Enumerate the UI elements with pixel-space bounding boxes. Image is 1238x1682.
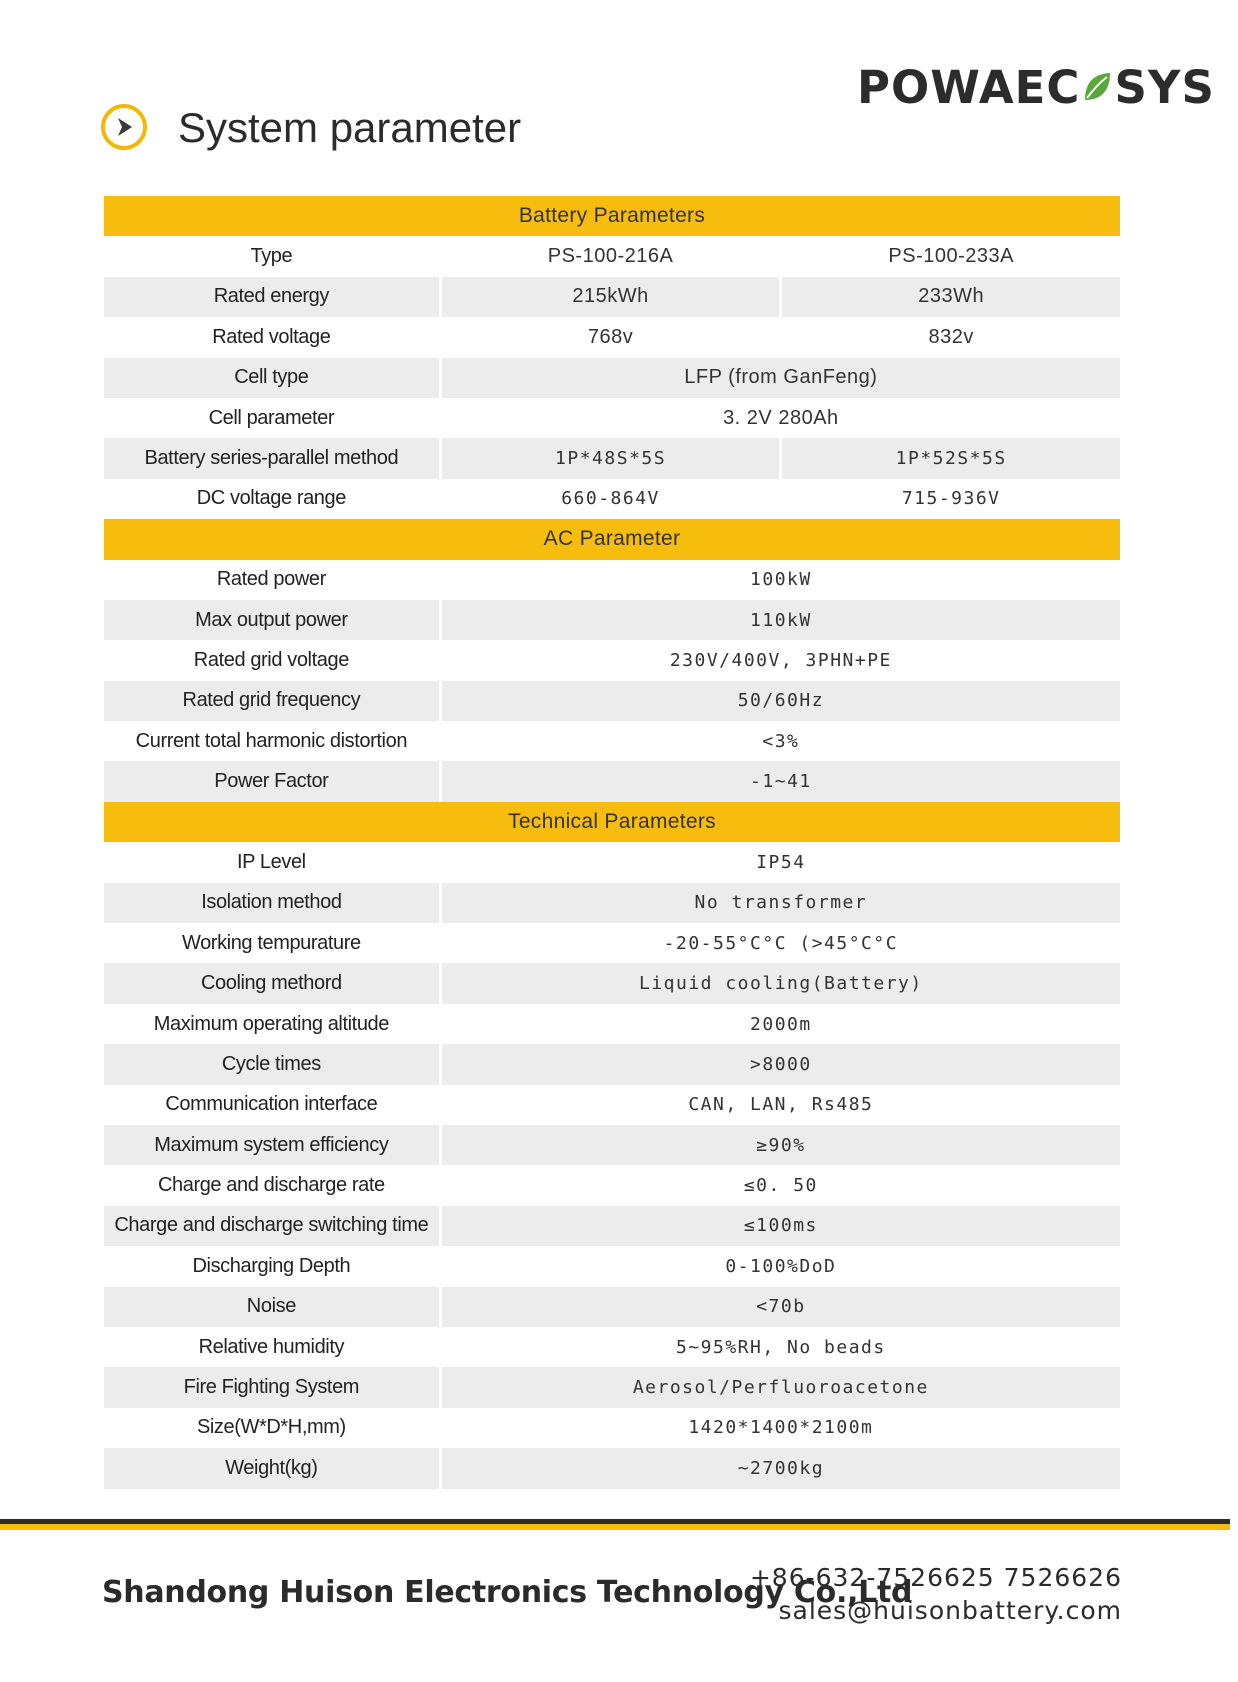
parameter-label: Cycle times: [104, 1044, 440, 1084]
parameter-label: DC voltage range: [196, 487, 346, 510]
parameter-label: Rated grid voltage: [193, 648, 349, 671]
parameter-label: Communication interface: [165, 1093, 378, 1116]
parameter-value: PS-100-233A: [781, 236, 1120, 276]
parameter-value: 660-864V: [440, 479, 781, 519]
table-row: [104, 1206, 1120, 1246]
parameter-value: 768v: [440, 317, 781, 357]
parameter-label: Discharging Depth: [192, 1254, 351, 1277]
parameter-label: Max output power: [104, 600, 440, 640]
parameter-label: Rated voltage: [212, 325, 331, 348]
table-row: [104, 923, 1120, 963]
parameter-label: Cell type: [104, 358, 440, 398]
parameter-value: ~2700kg: [440, 1448, 1120, 1488]
parameter-value: ≥90%: [440, 1125, 1120, 1165]
parameter-value: 100kW: [440, 560, 1120, 600]
table-row: [104, 1004, 1120, 1044]
table-row: [104, 479, 1120, 519]
table-row: [104, 1125, 1120, 1165]
parameter-value: Liquid cooling(Battery): [440, 963, 1120, 1003]
parameter-value: 5~95%RH, No beads: [440, 1327, 1120, 1367]
parameter-value: 715-936V: [781, 479, 1120, 519]
parameter-label: Cooling methord: [104, 963, 440, 1003]
parameter-value: ≤100ms: [440, 1206, 1120, 1246]
parameter-value: 0-100%DoD: [440, 1246, 1120, 1286]
table-row: [104, 317, 1120, 357]
table-row: [104, 1165, 1120, 1205]
table-row: [104, 842, 1120, 882]
parameter-label: Fire Fighting System: [104, 1367, 440, 1407]
parameter-value: 1420*1400*2100m: [440, 1408, 1120, 1448]
table-row: [104, 358, 1120, 398]
logo-text-left: POWAEC: [857, 60, 1081, 114]
parameter-value: ≤0. 50: [440, 1165, 1120, 1205]
table-row: [104, 236, 1120, 276]
table-row: [104, 640, 1120, 680]
parameter-value: CAN, LAN, Rs485: [440, 1085, 1120, 1125]
parameter-value: 110kW: [440, 600, 1120, 640]
parameter-label: Rated energy: [104, 277, 440, 317]
parameter-value: -20-55°C°C (>45°C°C: [440, 923, 1120, 963]
table-row: [104, 1287, 1120, 1327]
contact-phone: +86-632-7526625 7526626: [749, 1563, 1122, 1592]
logo-text-right: SYS: [1114, 60, 1215, 114]
table-row: [104, 560, 1120, 600]
parameter-label: Battery series-parallel method: [104, 438, 440, 478]
table-row: [104, 963, 1120, 1003]
section-header: [104, 196, 1120, 236]
table-row: [104, 1327, 1120, 1367]
table-row: [104, 883, 1120, 923]
parameter-label: Type: [250, 245, 293, 268]
company-name: Shandong Huison Electronics Technology Co.,Ltd: [102, 1575, 913, 1610]
parameter-value: IP54: [440, 842, 1120, 882]
section-header: [104, 519, 1120, 559]
page-title: System parameter: [178, 104, 522, 151]
parameter-label: Maximum system efficiency: [104, 1125, 440, 1165]
footer-divider-accent: [0, 1524, 1230, 1530]
table-row: [104, 1448, 1120, 1488]
parameter-value: 230V/400V, 3PHN+PE: [440, 640, 1120, 680]
table-row: [104, 721, 1120, 761]
parameter-label: Relative humidity: [198, 1335, 345, 1358]
parameter-value: <70b: [440, 1287, 1120, 1327]
company-logo: [857, 62, 1215, 112]
parameter-label: Rated grid frequency: [104, 681, 440, 721]
parameter-label: Noise: [104, 1287, 440, 1327]
leaf-icon: [1082, 70, 1112, 104]
parameter-label: Current total harmonic distortion: [135, 729, 408, 752]
parameter-value: No transformer: [440, 883, 1120, 923]
parameter-value: LFP (from GanFeng): [440, 358, 1120, 398]
contact-email: sales@huisonbattery.com: [778, 1596, 1122, 1625]
table-row: [104, 438, 1120, 478]
table-row: [104, 1085, 1120, 1125]
parameter-label: IP Level: [237, 850, 306, 873]
parameter-label: Charge and discharge switching time: [104, 1206, 440, 1246]
parameter-value: -1~41: [440, 761, 1120, 801]
parameter-value: 233Wh: [781, 277, 1120, 317]
table-row: [104, 1246, 1120, 1286]
section-title: AC Parameter: [104, 519, 1120, 559]
table-row: [104, 761, 1120, 801]
parameter-value: PS-100-216A: [440, 236, 781, 276]
parameter-value: 50/60Hz: [440, 681, 1120, 721]
parameter-label: Working tempurature: [181, 931, 361, 954]
section-title: Battery Parameters: [104, 196, 1120, 236]
parameter-label: Weight(kg): [104, 1448, 440, 1488]
table-row: [104, 1044, 1120, 1084]
parameter-label: Power Factor: [104, 761, 440, 801]
parameter-label: Isolation method: [104, 883, 440, 923]
parameter-label: Rated power: [216, 568, 326, 591]
parameter-label: Size(W*D*H,mm): [196, 1416, 346, 1439]
section-title: Technical Parameters: [104, 802, 1120, 842]
parameter-label: Cell parameter: [208, 406, 335, 429]
arrow-right-circle-icon: [101, 104, 147, 150]
parameter-value: <3%: [440, 721, 1120, 761]
parameter-value: 1P*52S*5S: [781, 438, 1120, 478]
parameter-label: Maximum operating altitude: [153, 1012, 389, 1035]
table-row: [104, 1408, 1120, 1448]
parameter-value: Aerosol/Perfluoroacetone: [440, 1367, 1120, 1407]
table-row: [104, 277, 1120, 317]
section-header: [104, 802, 1120, 842]
parameter-value: 832v: [781, 317, 1120, 357]
table-row: [104, 398, 1120, 438]
parameter-value: 215kWh: [440, 277, 781, 317]
parameter-label: Charge and discharge rate: [157, 1174, 385, 1197]
parameter-value: 3. 2V 280Ah: [440, 398, 1120, 438]
system-parameter-table: [104, 196, 1120, 1489]
table-row: [104, 1367, 1120, 1407]
parameter-value: 2000m: [440, 1004, 1120, 1044]
parameter-value: >8000: [440, 1044, 1120, 1084]
table-row: [104, 600, 1120, 640]
table-row: [104, 681, 1120, 721]
parameter-value: 1P*48S*5S: [440, 438, 781, 478]
